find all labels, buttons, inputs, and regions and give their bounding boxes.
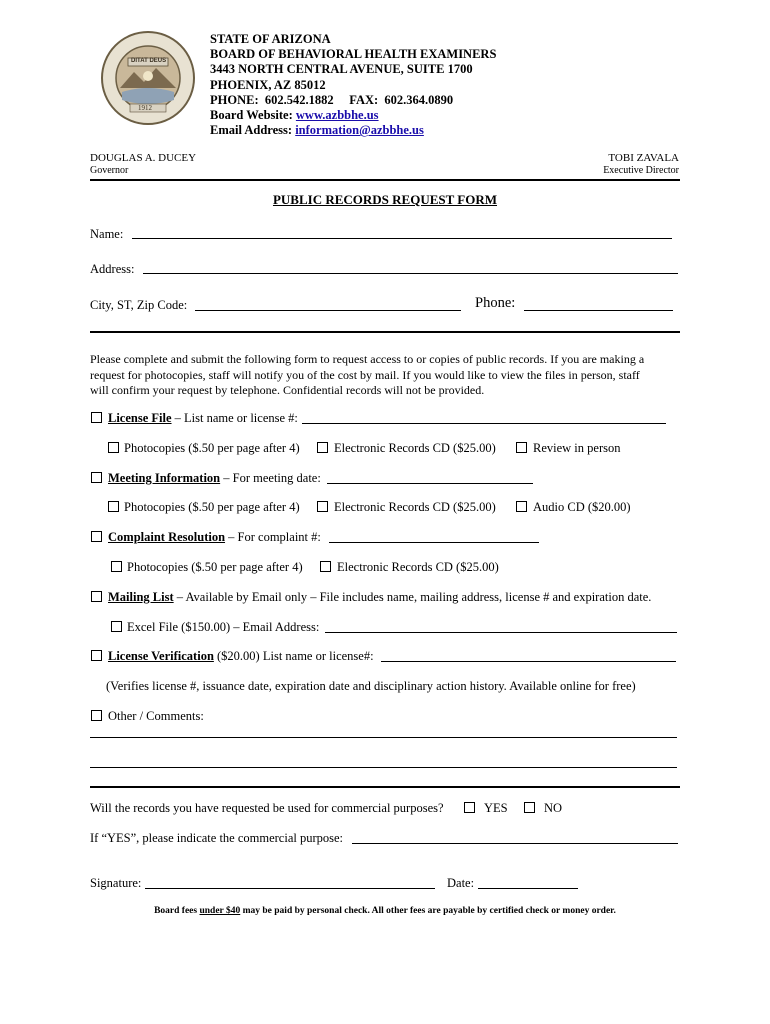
commercial-purpose-input[interactable] — [352, 843, 678, 844]
verification-input[interactable] — [381, 661, 676, 662]
date-input[interactable] — [478, 888, 578, 889]
signature-input[interactable] — [145, 888, 435, 889]
website-label: Board Website: — [210, 108, 293, 123]
city-input[interactable] — [195, 310, 461, 311]
complaint-label: Complaint Resolution — [108, 530, 226, 544]
meeting-photocopies-checkbox[interactable] — [108, 501, 119, 512]
phone-fax: PHONE: 602.542.1882 FAX: 602.364.0890 — [210, 92, 454, 107]
instructions-line-2: request for photocopies, staff will notify you of the cost by mail. If you would like to view the files in person, staff — [90, 367, 640, 382]
mailing-email-input[interactable] — [325, 632, 677, 633]
email-link[interactable]: information@azbbhe.us — [295, 123, 424, 138]
complaint-row — [108, 530, 321, 545]
meeting-row — [108, 471, 321, 486]
city-label: City, ST, Zip Code: — [90, 298, 188, 312]
meeting-electronic-checkbox[interactable] — [317, 501, 328, 512]
website-link[interactable]: www.azbbhe.us — [295, 108, 379, 123]
excel-file-label: Excel File ($150.00) – Email Address: — [127, 620, 320, 634]
comments-line-1[interactable] — [90, 737, 677, 738]
complaint-photocopies-checkbox[interactable] — [111, 561, 122, 572]
section-divider — [90, 331, 680, 333]
website-row — [210, 108, 496, 123]
meeting-photocopies-label: Photocopies ($.50 per page after 4) — [124, 500, 300, 514]
governor-title: Governor — [90, 165, 129, 176]
license-file-checkbox[interactable] — [91, 412, 102, 423]
complaint-text: – For complaint #: — [225, 530, 321, 544]
commercial-yes-label: YES — [484, 801, 508, 815]
name-input[interactable] — [132, 238, 672, 239]
complaint-electronic-label: Electronic Records CD ($25.00) — [337, 560, 499, 574]
license-electronic-label: Electronic Records CD ($25.00) — [334, 441, 496, 455]
verification-row — [108, 649, 374, 664]
governor-name: DOUGLAS A. DUCEY — [90, 152, 197, 164]
fee-note — [0, 906, 770, 916]
license-photocopies-label: Photocopies ($.50 per page after 4) — [124, 441, 300, 455]
fee-note-pre: Board fees — [154, 906, 200, 916]
license-file-row — [108, 411, 298, 426]
email-label: Email Address: — [210, 123, 293, 138]
license-file-label: License File — [108, 411, 172, 425]
city-address: PHOENIX, AZ 85012 — [210, 77, 326, 92]
comments-line-2[interactable] — [90, 767, 677, 768]
street-address: 3443 NORTH CENTRAL AVENUE, SUITE 1700 — [210, 62, 473, 77]
instructions — [90, 352, 644, 399]
verification-label: License Verification — [108, 649, 214, 663]
license-review-label: Review in person — [533, 441, 621, 455]
commercial-yes-checkbox[interactable] — [464, 802, 475, 813]
excel-file-checkbox[interactable] — [111, 621, 122, 632]
signature-label: Signature: — [90, 876, 142, 890]
meeting-text: – For meeting date: — [220, 471, 321, 485]
instructions-line-3: will confirm your request by telephone. Confidential records will not be provided. — [90, 383, 485, 397]
meeting-electronic-label: Electronic Records CD ($25.00) — [334, 500, 496, 514]
address-label: Address: — [90, 262, 135, 276]
meeting-audio-label: Audio CD ($20.00) — [533, 500, 631, 514]
mailing-list-label: Mailing List — [108, 590, 174, 604]
mailing-list-row — [108, 590, 651, 605]
seal-year: 1912 — [138, 104, 152, 112]
other-label: Other / Comments: — [108, 709, 204, 723]
address-input[interactable] — [143, 273, 678, 274]
board-name: BOARD OF BEHAVIORAL HEALTH EXAMINERS — [210, 47, 497, 62]
license-file-input[interactable] — [302, 423, 666, 424]
complaint-number-input[interactable] — [329, 542, 539, 543]
director-title: Executive Director — [603, 165, 679, 176]
state-seal — [100, 30, 196, 126]
complaint-electronic-checkbox[interactable] — [320, 561, 331, 572]
state-name: STATE OF ARIZONA — [210, 32, 331, 46]
license-file-text: – List name or license #: — [171, 411, 298, 425]
license-electronic-checkbox[interactable] — [317, 442, 328, 453]
other-checkbox[interactable] — [91, 710, 102, 721]
phone-input[interactable] — [524, 310, 673, 311]
phone-label: Phone: — [475, 295, 516, 311]
commercial-purpose-label: If “YES”, please indicate the commercial purpose: — [90, 831, 344, 845]
instructions-line-1: Please complete and submit the following form to request access to or copies of public records. If you are making a — [90, 352, 645, 366]
header-divider — [90, 179, 680, 181]
commercial-no-checkbox[interactable] — [524, 802, 535, 813]
commercial-question: Will the records you have requested be used for commercial purposes? — [90, 801, 444, 815]
meeting-date-input[interactable] — [327, 483, 533, 484]
verification-checkbox[interactable] — [91, 650, 102, 661]
commercial-no-label: NO — [544, 801, 563, 815]
mailing-list-checkbox[interactable] — [91, 591, 102, 602]
meeting-checkbox[interactable] — [91, 472, 102, 483]
date-label: Date: — [447, 876, 475, 890]
agency-header — [210, 32, 496, 138]
mailing-list-text: – Available by Email only – File includes name, mailing address, license # and expiration date. — [173, 590, 652, 604]
fee-note-post: may be paid by personal check. All other fees are payable by certified check or money order. — [240, 906, 616, 916]
email-row — [210, 123, 496, 138]
director-name: TOBI ZAVALA — [608, 152, 679, 164]
verification-note: (Verifies license #, issuance date, expiration date and disciplinary action history. Available online for free) — [106, 679, 636, 693]
form-title: PUBLIC RECORDS REQUEST FORM — [272, 192, 498, 207]
license-photocopies-checkbox[interactable] — [108, 442, 119, 453]
complaint-photocopies-label: Photocopies ($.50 per page after 4) — [127, 560, 303, 574]
verification-text: ($20.00) List name or license#: — [213, 649, 374, 663]
commercial-divider — [90, 786, 680, 788]
license-review-checkbox[interactable] — [516, 442, 527, 453]
complaint-checkbox[interactable] — [91, 531, 102, 542]
name-label: Name: — [90, 227, 124, 241]
meeting-audio-checkbox[interactable] — [516, 501, 527, 512]
fee-note-amount: under $40 — [199, 906, 241, 916]
meeting-label: Meeting Information — [108, 471, 221, 485]
seal-motto: DITAT DEUS — [131, 58, 167, 64]
